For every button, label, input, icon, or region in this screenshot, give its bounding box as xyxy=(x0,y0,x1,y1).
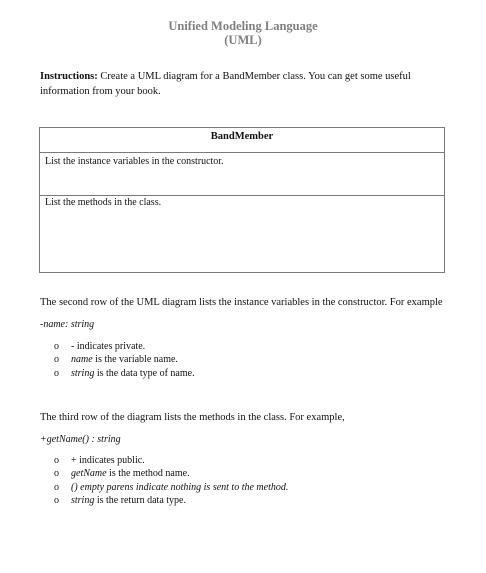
bullet-list-item xyxy=(54,467,288,480)
instructions-label: Instructions: xyxy=(40,71,98,82)
bullet-term: name xyxy=(71,354,93,366)
bullet-term: () empty parens indicate nothing is sent to the method. xyxy=(71,481,289,493)
bullet-text: is the data type of name. xyxy=(94,367,195,379)
bullet-list-item xyxy=(54,454,288,467)
uml-class-name: BandMember xyxy=(40,128,444,153)
document-title: Unified Modeling Language xyxy=(168,19,318,33)
bullet-list-item xyxy=(54,494,288,507)
bullet-term: string xyxy=(71,367,95,379)
document-subtitle: (UML) xyxy=(224,33,262,47)
bullet-marker: o xyxy=(54,354,59,366)
variables-intro: The second row of the UML diagram lists the instance variables in the constructor. For example xyxy=(40,297,443,308)
bullet-list-item xyxy=(54,367,195,380)
uml-methods-prompt: List the methods in the class. xyxy=(45,197,162,208)
bullet-text: is the method name. xyxy=(106,468,190,480)
methods-intro: The third row of the diagram lists the methods in the class. For example, xyxy=(40,412,345,423)
bullet-term: string xyxy=(71,494,95,506)
bullet-text: is the variable name. xyxy=(92,354,178,366)
bullet-marker: o xyxy=(54,494,59,506)
uml-methods-cell xyxy=(40,196,444,209)
bullet-list-item xyxy=(54,340,195,353)
uml-class-diagram xyxy=(39,127,445,273)
variables-example: -name: string xyxy=(40,319,95,330)
bullet-list-item xyxy=(54,481,288,494)
bullet-marker: o xyxy=(54,481,59,493)
bullet-marker: o xyxy=(54,341,59,352)
uml-attributes-prompt: List the instance variables in the constructor. xyxy=(45,156,224,167)
methods-bullet-list xyxy=(54,454,288,507)
methods-example: +getName() : string xyxy=(40,434,121,445)
bullet-marker: o xyxy=(54,468,59,480)
bullet-text: is the return data type. xyxy=(94,494,186,506)
bullet-term: getName xyxy=(71,468,107,480)
bullet-text: - indicates private. xyxy=(71,341,146,352)
bullet-text: + indicates public. xyxy=(71,455,145,466)
uml-attributes-cell xyxy=(40,153,444,196)
bullet-list-item xyxy=(54,353,195,366)
instructions-text: Create a UML diagram for a BandMember class. You can get some useful information from your book. xyxy=(40,71,411,97)
bullet-marker: o xyxy=(54,455,59,466)
variables-bullet-list xyxy=(54,340,195,380)
bullet-marker: o xyxy=(54,367,59,379)
instructions-paragraph xyxy=(40,70,450,99)
